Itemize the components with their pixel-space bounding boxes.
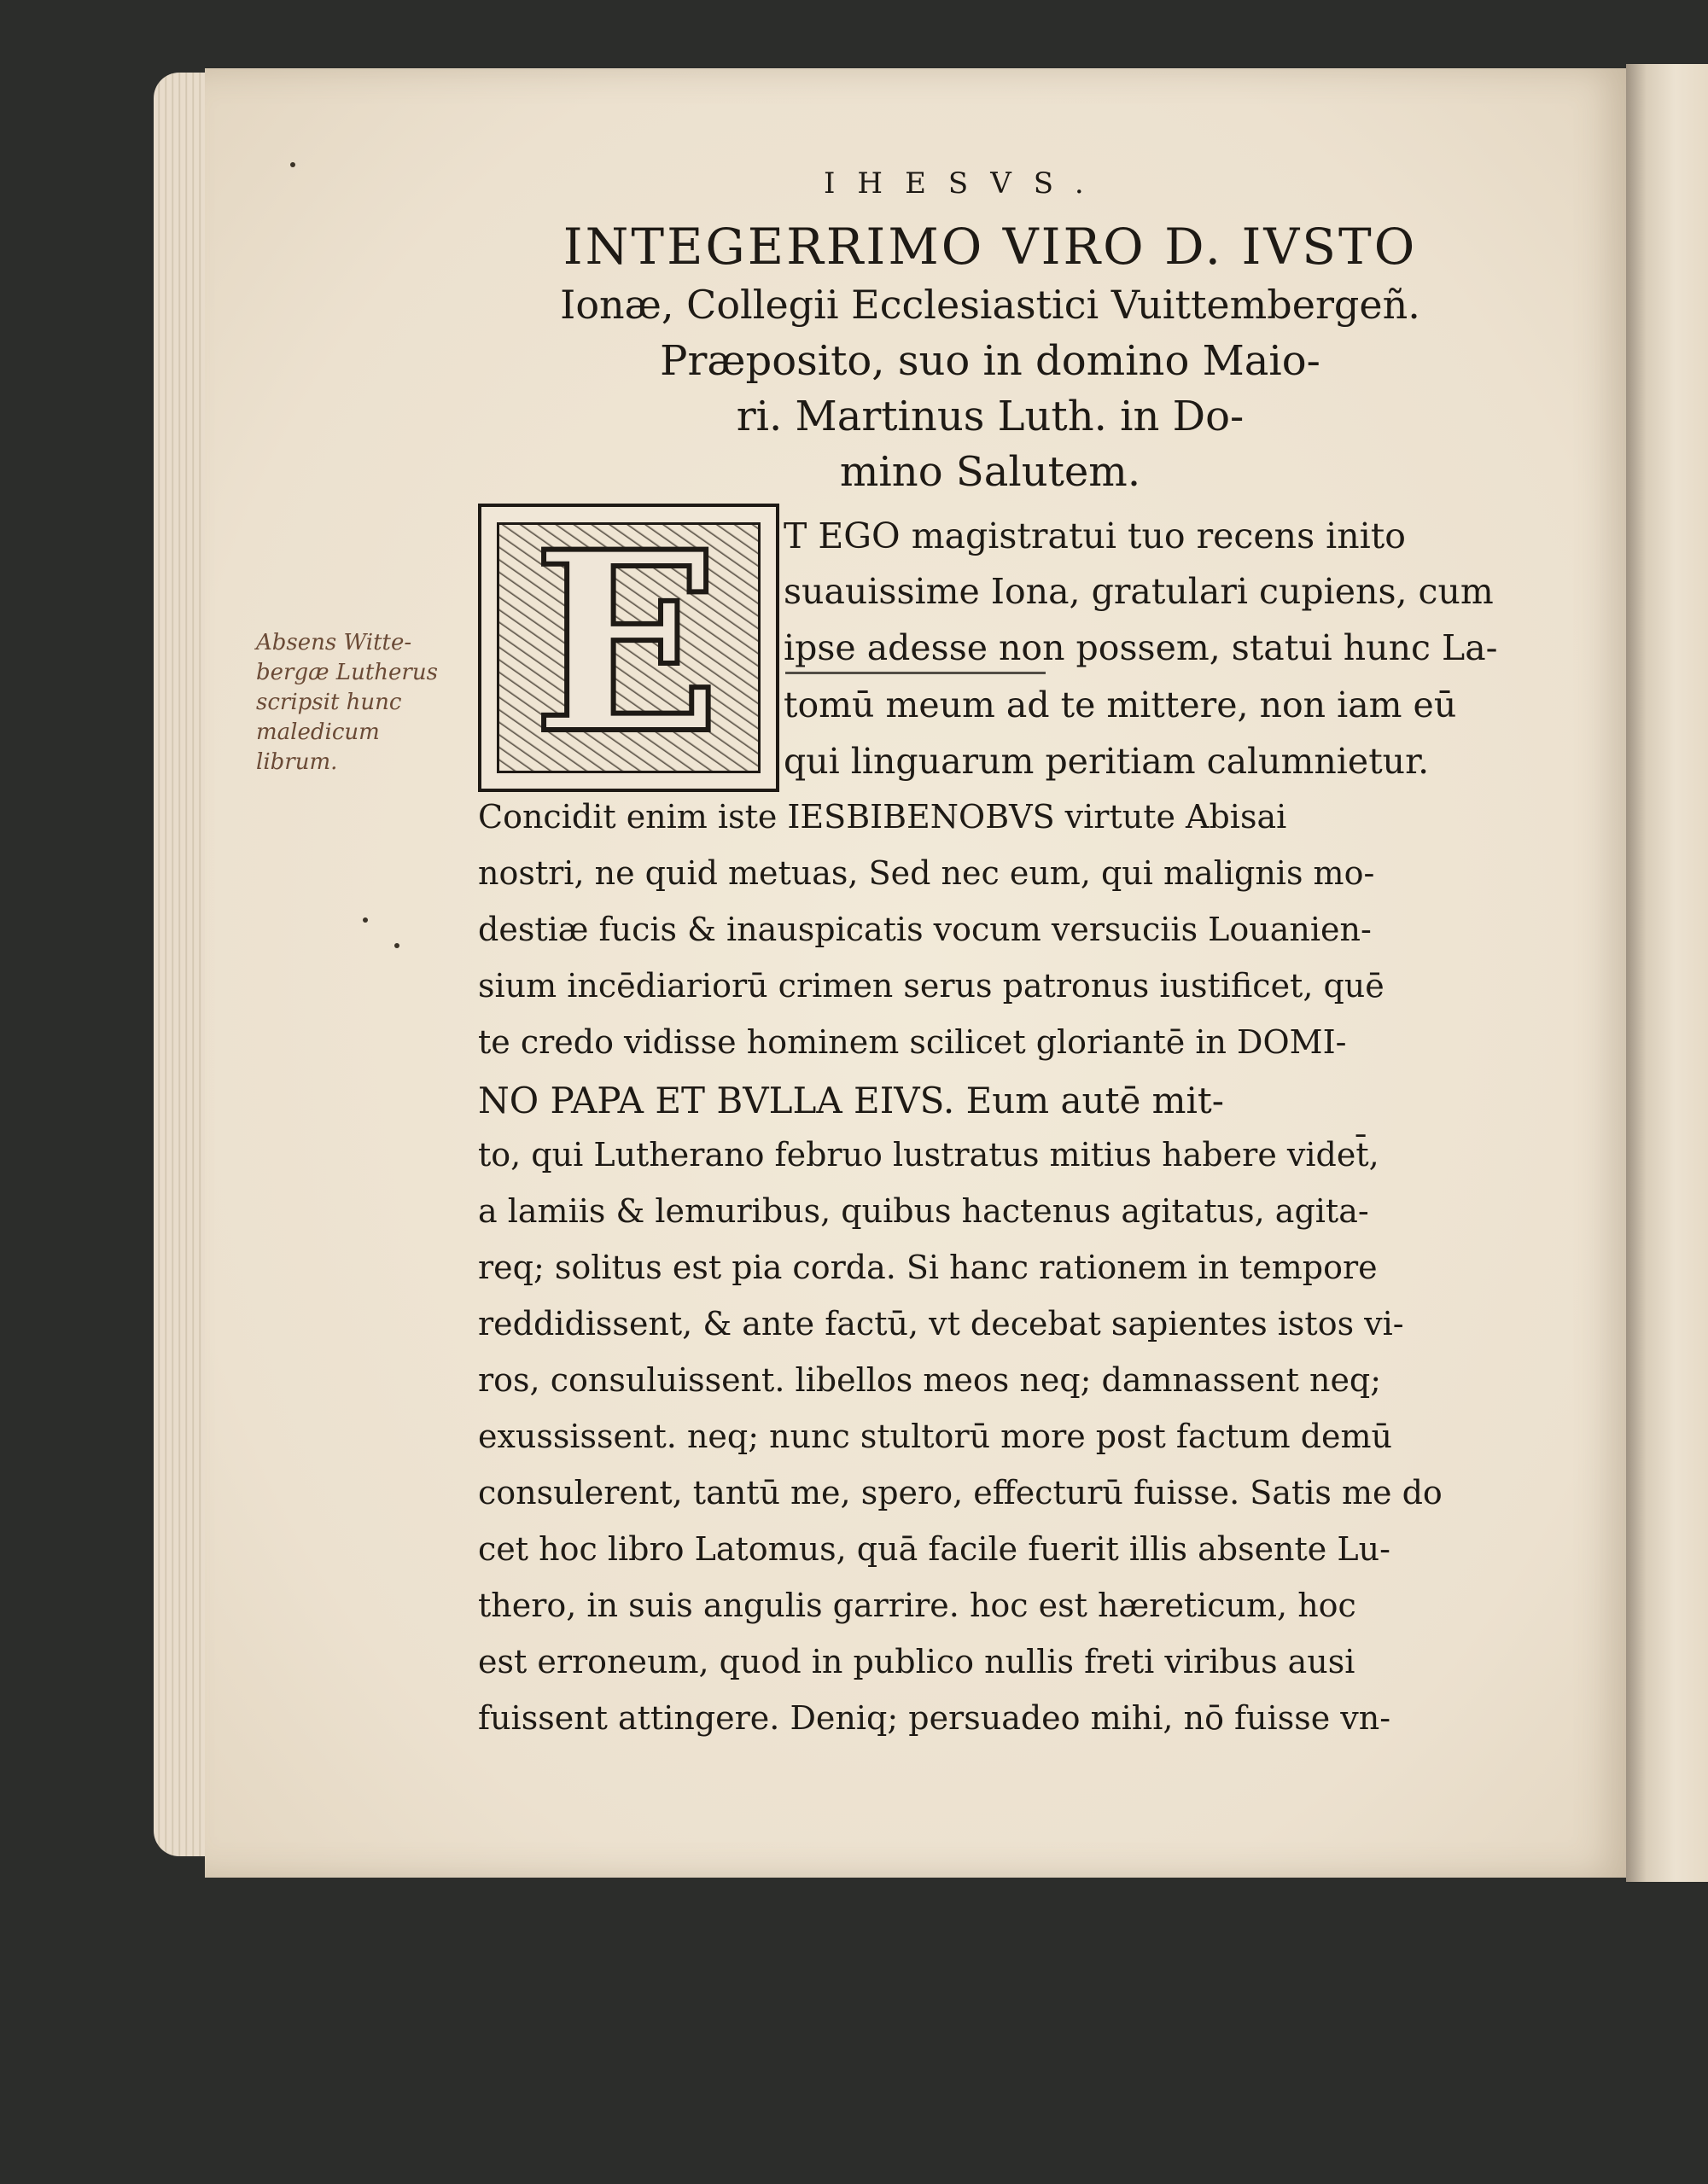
body-line-17: exussissent. neq; nunc stultorū more post factum demū <box>478 1418 1393 1455</box>
marginal-note-line-4: maledicum <box>256 719 380 745</box>
body-line-1: T EGO magistratui tuo recens inito <box>784 515 1406 556</box>
body-line-15: reddidissent, & ante factū, vt decebat sapientes istos vi- <box>478 1305 1404 1342</box>
body-line-16: ros, consuluissent. libellos meos neq; damnassent neq; <box>478 1361 1382 1399</box>
title-line-4: ri. Martinus Luth. in Do- <box>736 393 1245 440</box>
body-line-21: est erroneum, quod in publico nullis freti viribus ausi <box>478 1643 1355 1680</box>
body-line-7: nostri, ne quid metuas, Sed nec eum, qui malignis mo- <box>478 854 1375 892</box>
body-line-9: sium incēdiariorū crimen serus patronus iustificet, quē <box>478 967 1384 1005</box>
title-line-3: Præposito, suo in domino Maio- <box>660 337 1320 385</box>
body-line-20: thero, in suis angulis garrire. hoc est hæreticum, hoc <box>478 1587 1356 1624</box>
body-line-8: destiæ fucis & inauspicatis vocum versuciis Louanien- <box>478 911 1372 948</box>
body-line-14: req; solitus est pia corda. Si hanc rationem in tempore <box>478 1249 1378 1286</box>
body-line-13: a lamiis & lemuribus, quibus hactenus agitatus, agita- <box>478 1192 1369 1230</box>
body-line-19: cet hoc libro Latomus, quā facile fuerit illis absente Lu- <box>478 1530 1390 1568</box>
body-line-12: to, qui Lutherano februo lustratus mitius habere videt̄, <box>478 1136 1379 1174</box>
body-line-2: suauissime Iona, gratulari cupiens, cum <box>784 571 1494 612</box>
title-line-5: mino Salutem. <box>839 448 1141 496</box>
body-line-11: NO PAPA ET BVLLA EIVS. Eum autē mit- <box>478 1080 1224 1121</box>
body-line-5: qui linguarum peritiam calumnietur. <box>784 741 1430 782</box>
handwritten-underline <box>785 672 1046 674</box>
ink-speck <box>290 162 295 167</box>
body-line-10: te credo vidisse hominem scilicet gloriantē in DOMI- <box>478 1023 1347 1061</box>
body-line-6: Concidit enim iste IESBIBENOBVS virtute Abisai <box>478 798 1287 836</box>
marginal-note-line-3: scripsit hunc <box>256 690 402 715</box>
book-gutter <box>1626 64 1708 1882</box>
woodcut-initial <box>478 498 779 792</box>
body-line-3: ipse adesse non possem, statui hunc La- <box>784 627 1498 668</box>
title-line-1: INTEGERRIMO VIRO D. IVSTO <box>563 218 1418 276</box>
body-line-22: fuissent attingere. Deniq; persuadeo mihi, nō fuisse vn- <box>478 1699 1391 1737</box>
initial-letter: E <box>532 498 721 789</box>
title-line-2: Ionæ, Collegii Ecclesiastici Vuittembergeñ. <box>560 282 1420 328</box>
running-head: IHESVS. <box>824 166 1106 201</box>
body-line-18: consulerent, tantū me, spero, effecturū fuisse. Satis me do <box>478 1474 1443 1511</box>
ink-speck <box>394 943 399 948</box>
marginal-note-line-5: librum. <box>256 749 338 775</box>
body-line-4: tomū meum ad te mittere, non iam eū <box>784 684 1457 725</box>
marginal-note-line-1: Absens Witte- <box>256 630 412 655</box>
marginal-note-line-2: bergæ Lutherus <box>256 660 438 685</box>
ink-speck <box>363 917 368 923</box>
